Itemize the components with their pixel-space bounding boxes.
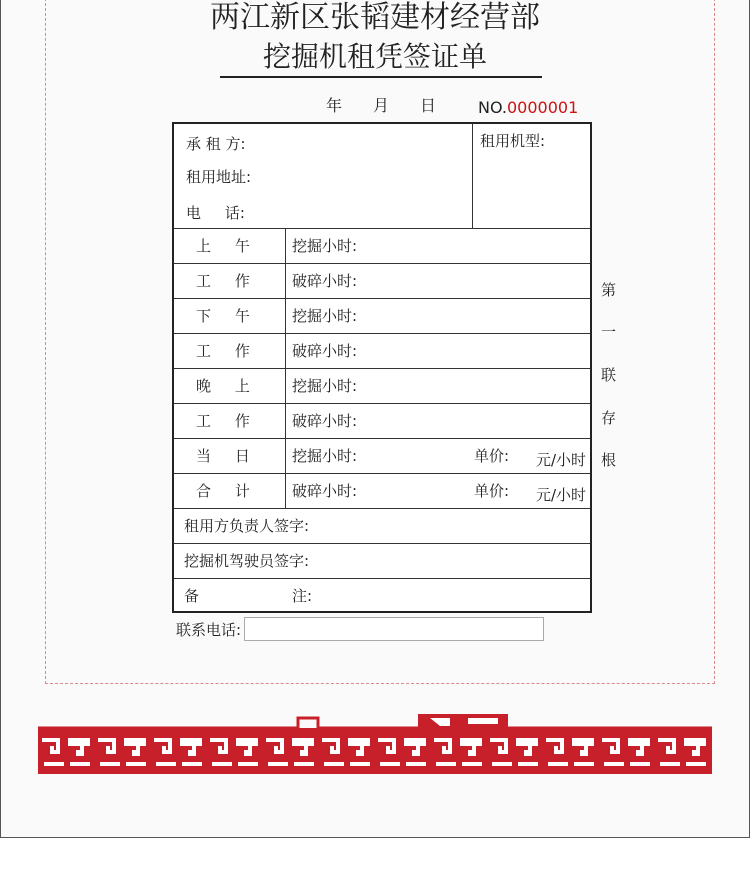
driver-signature-label: 挖掘机驾驶员签字: [184,552,310,570]
party-divider [472,124,473,228]
unit-price-label: 单价: [474,482,510,500]
shift-column-divider [285,228,286,508]
shift-value-label: 挖掘小时: [292,447,358,465]
unit-label: 元/小时 [536,451,587,469]
date-month-label: 月 [373,96,390,115]
lessee-label: 承 租 方: [186,135,246,153]
row-line [174,578,590,579]
machine-type-label: 租用机型: [480,132,546,150]
date-day-label: 日 [420,96,437,115]
row-line [174,403,590,404]
serial-number [478,98,578,118]
serial-digits: 0000001 [507,98,579,117]
shift-label: 晚 上 [196,377,250,395]
shift-value-label: 挖掘小时: [292,237,358,255]
row-line [174,473,590,474]
copy-label-char: 根 [601,451,617,469]
row-line [174,368,590,369]
shift-value-label: 破碎小时: [292,272,358,290]
phone-label: 电 话: [186,204,245,222]
address-label: 租用地址: [186,168,252,186]
lessee-signature-label: 租用方负责人签字: [184,517,310,535]
shift-value-label: 挖掘小时: [292,307,358,325]
row-line [174,298,590,299]
shift-label: 合 计 [196,482,250,500]
shift-label: 上 午 [196,237,250,255]
unit-label: 元/小时 [536,486,587,504]
receipt-form [172,122,592,613]
copy-label-char: 一 [601,323,617,341]
copy-label-char: 联 [601,366,617,384]
copy-label-char: 存 [601,409,617,427]
unit-price-label: 单价: [474,447,510,465]
row-line [174,543,590,544]
shift-value-label: 挖掘小时: [292,377,358,395]
contact-phone-field[interactable] [244,617,544,641]
decorative-fret-border [38,714,712,774]
copy-label-char: 第 [601,281,617,299]
row-line [174,333,590,334]
shift-label: 下 午 [196,307,250,325]
shift-label: 工 作 [196,272,250,290]
row-line [174,263,590,264]
contact-phone-label: 联系电话: [176,621,242,639]
shift-label: 当 日 [196,447,250,465]
serial-prefix: NO. [478,98,507,117]
remark-label-b: 注: [292,587,313,605]
date-year-label: 年 [326,96,343,115]
shift-value-label: 破碎小时: [292,342,358,360]
shift-label: 工 作 [196,412,250,430]
title-underline [220,76,542,78]
company-name: 两江新区张韬建材经营部 [210,0,540,35]
remark-label-a: 备 [184,587,200,605]
shift-value-label: 破碎小时: [292,412,358,430]
form-title: 挖掘机租凭签证单 [262,40,487,73]
shift-label: 工 作 [196,342,250,360]
row-line [174,508,590,509]
row-line [174,228,590,229]
row-line [174,438,590,439]
shift-value-label: 破碎小时: [292,482,358,500]
